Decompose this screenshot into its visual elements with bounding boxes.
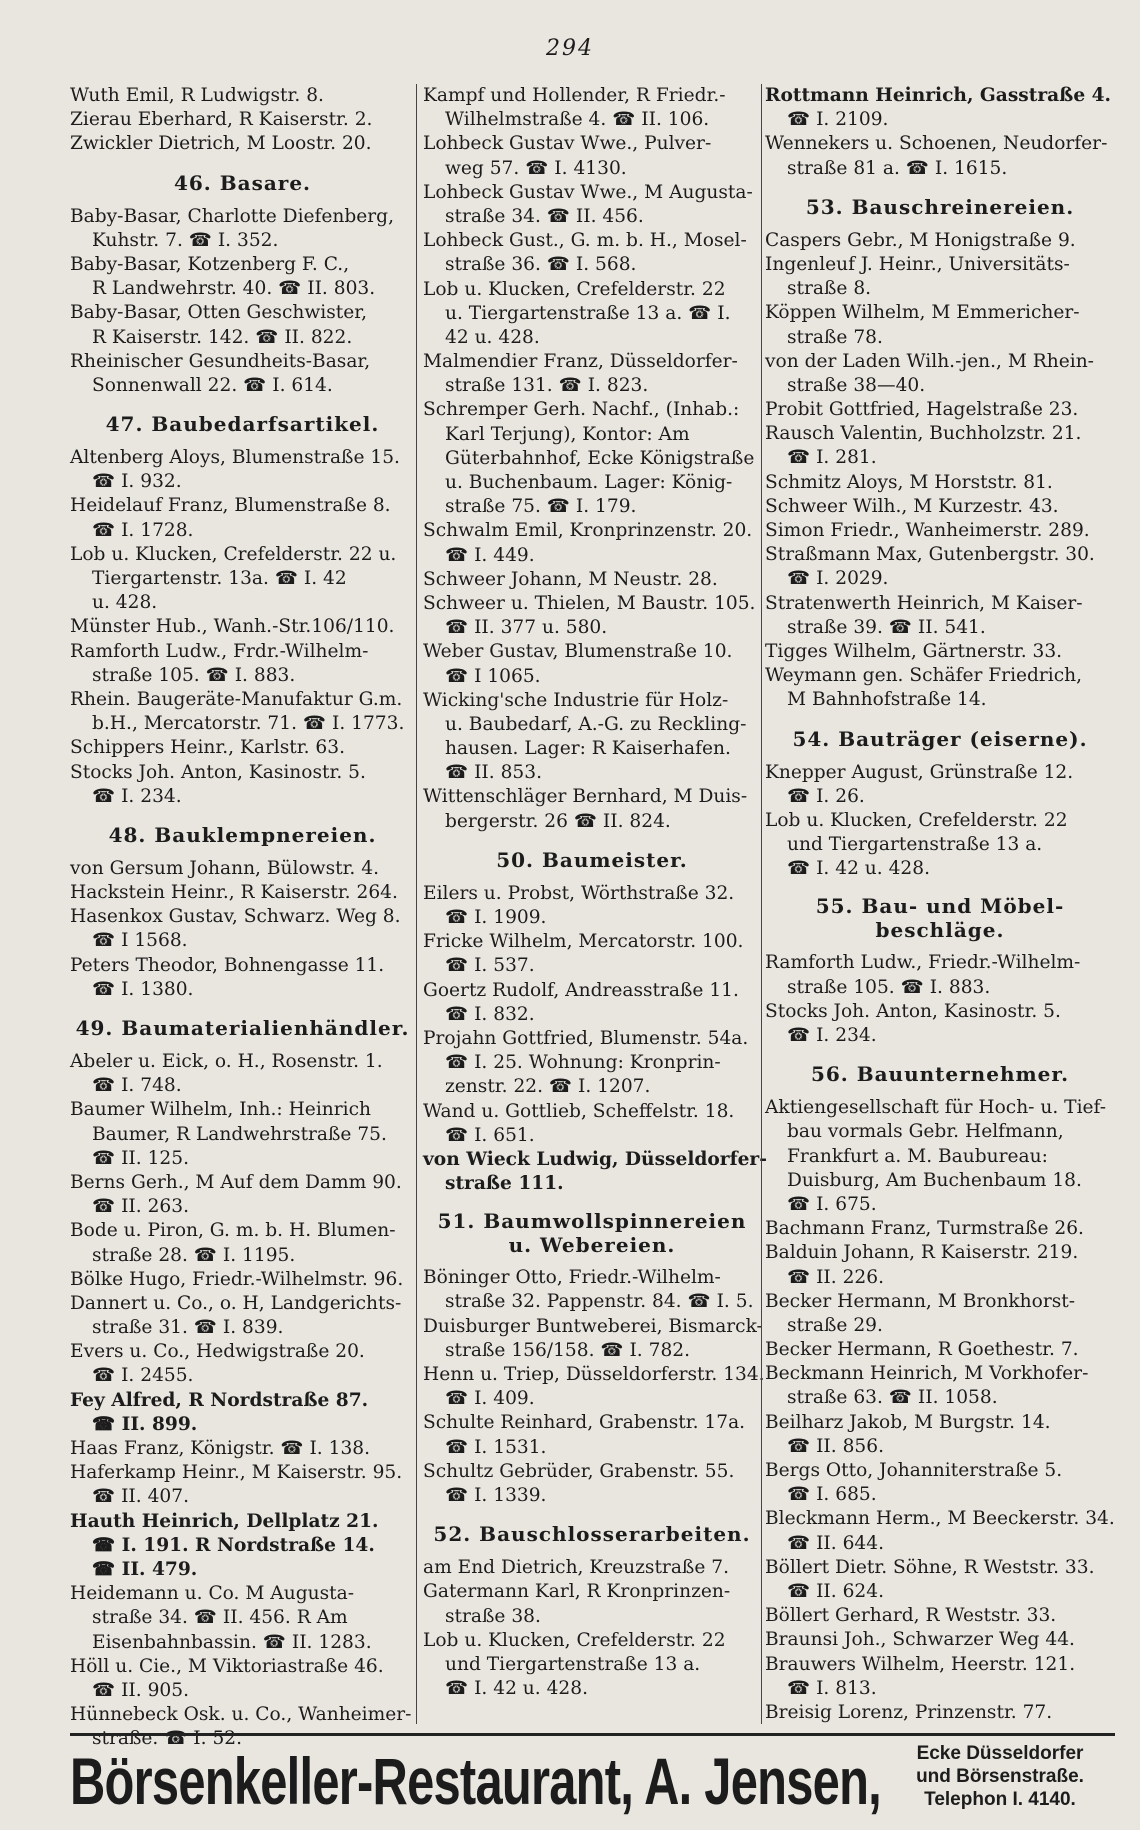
entry-continuation: Baumer, R Landwehrstraße 75. (92, 1123, 387, 1145)
entry-continuation: ☎ I. 1339. (445, 1484, 547, 1506)
entry-continuation: ☎ I. 281. (787, 447, 877, 469)
directory-entry: Haferkamp Heinr., M Kaiserstr. 95. (70, 1462, 403, 1484)
section-heading: 54. Bauträger (eiserne). (792, 726, 1088, 751)
directory-entry: Heidemann u. Co. M Augusta- (70, 1583, 354, 1605)
entry-continuation: ☎ I. 409. (445, 1388, 535, 1410)
directory-entry: Dannert u. Co., o. H, Landgerichts- (70, 1292, 402, 1314)
directory-entry: Breisig Lorenz, Prinzenstr. 77. (765, 1701, 1053, 1723)
directory-entry: Kampf und Hollender, R Friedr.- (423, 85, 726, 106)
directory-entry: Hackstein Heinr., R Kaiserstr. 264. (70, 882, 398, 904)
directory-entry: Schwalm Emil, Kronprinzenstr. 20. (423, 520, 753, 542)
entry-continuation: ☎ II. 226. (787, 1266, 884, 1288)
entry-continuation: straße 131. ☎ I. 823. (445, 375, 649, 397)
advertisement-phone: Telephon I. 4140. (924, 1789, 1076, 1810)
entry-continuation: ☎ I. 1531. (445, 1436, 547, 1458)
entry-continuation: u. Baubedarf, A.-G. zu Reckling- (445, 713, 747, 735)
directory-entry: Beckmann Heinrich, M Vorkhofer- (765, 1363, 1089, 1385)
entry-continuation: straße 31. ☎ I. 839. (92, 1317, 284, 1339)
directory-entry: Stocks Joh. Anton, Kasinostr. 5. (70, 761, 366, 783)
entry-continuation: straße 29. (787, 1314, 883, 1336)
entry-continuation: ☎ I. 25. Wohnung: Kronprin- (445, 1052, 721, 1074)
entry-continuation: ☎ I. 234. (787, 1025, 877, 1046)
entry-continuation: straße 34. ☎ II. 456. (445, 205, 644, 227)
directory-entry: Ramforth Ludw., Friedr.-Wilhelm- (765, 952, 1081, 974)
entry-continuation: u. 428. (92, 592, 158, 614)
entry-continuation: straße 34. ☎ II. 456. R Am (92, 1607, 348, 1629)
entry-continuation: ☎ I. 2455. (92, 1365, 194, 1387)
directory-entry: Wittenschläger Bernhard, M Duis- (423, 786, 748, 808)
entry-continuation: straße 28. ☎ I. 1195. (92, 1244, 296, 1266)
directory-entry: Fey Alfred, R Nordstraße 87. (70, 1389, 369, 1411)
page-number: 294 (546, 36, 594, 61)
entry-continuation: straße 105. ☎ I. 883. (92, 664, 296, 686)
section-heading: 51. Baumwollspinnereien u. Webereien. (437, 1209, 747, 1258)
entry-continuation: ☎ II. 856. (787, 1435, 884, 1457)
directory-entry: Fricke Wilhelm, Mercatorstr. 100. (423, 931, 744, 953)
directory-entry: Heidelauf Franz, Blumenstraße 8. (70, 495, 391, 517)
directory-entry: Schweer u. Thielen, M Baustr. 105. (423, 592, 756, 614)
directory-entry: Bachmann Franz, Turmstraße 26. (765, 1218, 1084, 1240)
directory-entry: Beilharz Jakob, M Burgstr. 14. (765, 1411, 1051, 1433)
entry-continuation: ☎ II. 899. (92, 1413, 198, 1435)
entry-continuation: und Tiergartenstraße 13 a. (445, 1653, 701, 1675)
directory-entry: Böllert Dietr. Söhne, R Weststr. 33. (765, 1556, 1095, 1578)
entry-continuation: Güterbahnhof, Ecke Königstraße (445, 447, 755, 469)
directory-entry: Duisburger Buntweberei, Bismarck- (423, 1315, 763, 1337)
directory-entry: Bleckmann Herm., M Beeckerstr. 34. (765, 1508, 1115, 1530)
directory-entry: Lob u. Klucken, Crefelderstr. 22 u. (70, 543, 397, 565)
entry-continuation: bau vormals Gebr. Helfmann, (787, 1121, 1064, 1143)
section-heading: 52. Bauschlosserarbeiten. (433, 1522, 751, 1547)
entry-continuation: bergerstr. 26 ☎ II. 824. (445, 810, 671, 832)
directory-entry: Abeler u. Eick, o. H., Rosenstr. 1. (70, 1051, 383, 1072)
directory-entry: Brauwers Wilhelm, Heerstr. 121. (765, 1653, 1076, 1675)
entry-continuation: 42 u. 428. (445, 326, 540, 348)
directory-entry: Simon Friedr., Wanheimerstr. 289. (765, 520, 1090, 541)
section-heading: 48. Bauklempnereien. (108, 822, 377, 847)
entry-continuation: ☎ I. 537. (445, 955, 535, 977)
section-heading: 56. Bauunternehmer. (810, 1062, 1070, 1087)
directory-entry: Eilers u. Probst, Wörthstraße 32. (423, 882, 735, 904)
directory-entry: Straßmann Max, Gutenbergstr. 30. (765, 544, 1095, 566)
directory-entry: Schippers Heinr., Karlstr. 63. (70, 737, 346, 759)
directory-entry: Bode u. Piron, G. m. b. H. Blumen- (70, 1220, 396, 1242)
directory-entry: Henn u. Triep, Düsseldorferstr. 134. (423, 1364, 765, 1385)
entry-continuation: ☎ I. 832. (445, 1003, 535, 1025)
advertisement-name: Börsenkeller-Restaurant, A. Jensen, (70, 1744, 882, 1818)
entry-continuation: ☎ II. 407. (92, 1486, 189, 1508)
advertisement-banner (70, 1733, 1115, 1818)
entry-continuation: straße 39. ☎ II. 541. (787, 616, 986, 638)
column-2 (423, 84, 767, 1724)
entry-continuation: straße 105. ☎ I. 883. (787, 976, 991, 998)
section-heading: 46. Basare. (173, 170, 312, 195)
section-heading: 49. Baumaterialienhändler. (75, 1016, 410, 1040)
entry-continuation: straße 75. ☎ I. 179. (445, 496, 637, 518)
entry-continuation: ☎ I. 26. (787, 785, 865, 807)
entry-continuation: ☎ I. 1380. (92, 978, 194, 1000)
entry-continuation: ☎ I. 685. (787, 1484, 877, 1506)
directory-entry: Becker Hermann, R Goethestr. 7. (765, 1339, 1079, 1361)
entry-continuation: ☎ I. 748. (92, 1075, 182, 1097)
directory-entry: Tigges Wilhelm, Gärtnerstr. 33. (765, 640, 1063, 662)
directory-entry: von der Laden Wilh.-jen., M Rhein- (765, 350, 1094, 372)
directory-entry: Baumer Wilhelm, Inh.: Heinrich (70, 1099, 371, 1121)
entry-continuation: Kuhstr. 7. ☎ I. 352. (92, 229, 279, 251)
entry-continuation: ☎ I. 2029. (787, 568, 889, 590)
entry-continuation: u. Buchenbaum. Lager: König- (445, 472, 733, 493)
directory-entry: Evers u. Co., Hedwigstraße 20. (70, 1341, 365, 1363)
entry-continuation: straße 38. (445, 1605, 541, 1627)
entry-continuation: Karl Terjung), Kontor: Am (445, 423, 690, 445)
directory-entry: Lob u. Klucken, Crefelderstr. 22 (423, 1629, 726, 1651)
entry-continuation: ☎ II. 263. (92, 1196, 189, 1218)
directory-entry: Gatermann Karl, R Kronprinzen- (423, 1581, 731, 1603)
directory-entry: Ramforth Ludw., Frdr.-Wilhelm- (70, 640, 369, 662)
directory-entry: Schulte Reinhard, Grabenstr. 17a. (423, 1412, 746, 1434)
entry-continuation: straße 81 a. ☎ I. 1615. (787, 157, 1008, 179)
directory-entry: Rottmann Heinrich, Gasstraße 4. (765, 85, 1112, 106)
section-heading: 53. Bauschreinereien. (805, 194, 1075, 219)
entry-continuation: ☎ II. 905. (92, 1679, 189, 1701)
directory-entry: Baby-Basar, Charlotte Diefenberg, (70, 205, 394, 227)
entry-continuation: ☎ I. 42 u. 428. (445, 1678, 589, 1700)
directory-entry: Wennekers u. Schoenen, Neudorfer- (765, 133, 1108, 155)
directory-entry: Stocks Joh. Anton, Kasinostr. 5. (765, 1000, 1061, 1022)
entry-continuation: Duisburg, Am Buchenbaum 18. (787, 1169, 1082, 1191)
entry-continuation: ☎ I 1065. (445, 665, 541, 687)
directory-entry: Schweer Wilh., M Kurzestr. 43. (765, 495, 1059, 517)
entry-continuation: straße 8. (787, 278, 872, 300)
entry-continuation: ☎ I. 813. (787, 1677, 877, 1699)
advertisement-address-line: Ecke Düsseldorfer (916, 1743, 1084, 1764)
entry-continuation: ☎ I. 234. (92, 785, 182, 807)
entry-continuation: ☎ II. 377 u. 580. (445, 617, 608, 639)
entry-continuation: straße 111. (445, 1173, 564, 1195)
entry-continuation: Tiergartenstr. 13a. ☎ I. 42 (92, 568, 347, 589)
directory-entry: Rausch Valentin, Buchholzstr. 21. (765, 423, 1082, 445)
entry-continuation: straße 38—40. (787, 374, 926, 396)
directory-entry: Altenberg Aloys, Blumenstraße 15. (70, 447, 400, 469)
directory-entry: am End Dietrich, Kreuzstraße 7. (423, 1557, 729, 1579)
directory-entry: Weber Gustav, Blumenstraße 10. (423, 641, 733, 663)
entry-continuation: ☎ I. 191. R Nordstraße 14. (92, 1534, 375, 1556)
directory-entry: Projahn Gottfried, Blumenstr. 54a. (423, 1027, 749, 1049)
entry-continuation: ☎ II. 125. (92, 1147, 189, 1169)
directory-entry: Rheinischer Gesundheits-Basar, (70, 350, 371, 372)
entry-continuation: straße 32. Pappenstr. 84. ☎ I. 5. (445, 1291, 754, 1313)
entry-continuation: ☎ I. 932. (92, 471, 182, 493)
directory-entry: Schmitz Aloys, M Horststr. 81. (765, 471, 1053, 493)
column-divider (761, 84, 762, 1724)
directory-entry: Hasenkox Gustav, Schwarz. Weg 8. (70, 906, 401, 928)
entry-continuation: ☎ I. 449. (445, 544, 535, 566)
directory-entry: Haas Franz, Königstr. ☎ I. 138. (70, 1438, 371, 1459)
advertisement-address (885, 1742, 1115, 1811)
directory-entry: Weymann gen. Schäfer Friedrich, (765, 665, 1083, 687)
directory-entry: Becker Hermann, M Bronkhorst- (765, 1290, 1076, 1312)
directory-entry: Münster Hub., Wanh.-Str.106/110. (70, 616, 395, 638)
directory-entry: Wicking'sche Industrie für Holz- (423, 689, 729, 711)
section-heading: 55. Bau- und Möbel- beschläge. (815, 894, 1065, 943)
directory-entry: Lohbeck Gust., G. m. b. H., Mosel- (423, 230, 747, 252)
entry-continuation: ☎ I. 1728. (92, 519, 194, 541)
directory-entry: Stratenwerth Heinrich, M Kaiser- (765, 592, 1083, 614)
directory-entry: Lohbeck Gustav Wwe., Pulver- (423, 133, 712, 155)
entry-continuation: ☎ I 1568. (92, 930, 188, 952)
entry-continuation: ☎ II. 644. (787, 1532, 884, 1554)
directory-entry: Rhein. Baugeräte-Manufaktur G.m. (70, 688, 403, 710)
directory-entry: Goertz Rudolf, Andreasstraße 11. (423, 979, 739, 1001)
advertisement-address-line: und Börsenstraße. (916, 1766, 1084, 1787)
directory-entry: Bölke Hugo, Friedr.-Wilhelmstr. 96. (70, 1268, 404, 1290)
directory-entry: Lohbeck Gustav Wwe., M Augusta- (423, 181, 753, 203)
directory-entry: Zwickler Dietrich, M Loostr. 20. (70, 133, 372, 155)
entry-continuation: ☎ I. 1909. (445, 907, 547, 928)
directory-entry: Berns Gerh., M Auf dem Damm 90. (70, 1171, 402, 1193)
directory-entry: Probit Gottfried, Hagelstraße 23. (765, 399, 1079, 421)
entry-continuation: ☎ I. 675. (787, 1193, 877, 1215)
entry-continuation: straße 36. ☎ I. 568. (445, 254, 637, 276)
entry-continuation: weg 57. ☎ I. 4130. (445, 157, 627, 179)
entry-continuation: straße. ☎ I. 52. (92, 1728, 243, 1750)
entry-continuation: R Kaiserstr. 142. ☎ II. 822. (92, 326, 353, 348)
directory-entry: Malmendier Franz, Düsseldorfer- (423, 351, 738, 373)
entry-continuation: straße 78. (787, 326, 883, 348)
entry-continuation: ☎ I. 651. (445, 1124, 535, 1146)
directory-entry: Braunsi Joh., Schwarzer Weg 44. (765, 1629, 1075, 1651)
entry-continuation: ☎ II. 853. (445, 762, 542, 784)
directory-entry: Peters Theodor, Bohnengasse 11. (70, 954, 385, 976)
directory-entry: Bergs Otto, Johanniterstraße 5. (765, 1460, 1063, 1481)
entry-continuation: ☎ II. 479. (92, 1558, 198, 1580)
directory-entry: Baby-Basar, Kotzenberg F. C., (70, 253, 350, 275)
directory-entry: Böllert Gerhard, R Weststr. 33. (765, 1605, 1057, 1627)
directory-entry: Wuth Emil, R Ludwigstr. 8. (70, 85, 324, 106)
entry-continuation: straße 63. ☎ II. 1058. (787, 1387, 998, 1409)
column-1 (70, 84, 415, 1750)
entry-continuation: hausen. Lager: R Kaiserhafen. (445, 738, 731, 760)
directory-entry: Caspers Gebr., M Honigstraße 9. (765, 229, 1076, 251)
entry-continuation: ☎ I. 2109. (787, 109, 889, 131)
entry-continuation: Eisenbahnbassin. ☎ II. 1283. (92, 1631, 372, 1653)
directory-entry: Wand u. Gottlieb, Scheffelstr. 18. (423, 1100, 735, 1122)
directory-entry: Baby-Basar, Otten Geschwister, (70, 302, 367, 324)
directory-entry: Schremper Gerh. Nachf., (Inhab.: (423, 399, 740, 421)
entry-continuation: zenstr. 22. ☎ I. 1207. (445, 1076, 651, 1098)
directory-entry: Hauth Heinrich, Dellplatz 21. (70, 1510, 379, 1532)
directory-entry: Knepper August, Grünstraße 12. (765, 761, 1074, 783)
entry-continuation: ☎ II. 624. (787, 1580, 884, 1602)
directory-entry: Lob u. Klucken, Crefelderstr. 22 (765, 809, 1068, 831)
entry-continuation: Frankfurt a. M. Baubureau: (787, 1145, 1048, 1167)
entry-continuation: ☎ I. 42 u. 428. (787, 858, 931, 880)
directory-entry: Zierau Eberhard, R Kaiserstr. 2. (70, 109, 373, 131)
entry-continuation: b.H., Mercatorstr. 71. ☎ I. 1773. (92, 713, 405, 735)
directory-entry: von Gersum Johann, Bülowstr. 4. (70, 857, 379, 879)
column-divider (416, 84, 417, 1724)
entry-continuation: straße 156/158. ☎ I. 782. (445, 1339, 691, 1361)
entry-continuation: R Landwehrstr. 40. ☎ II. 803. (92, 278, 376, 300)
directory-entry: Schultz Gebrüder, Grabenstr. 55. (423, 1460, 735, 1482)
directory-entry: Köppen Wilhelm, M Emmericher- (765, 302, 1080, 324)
directory-entry: Böninger Otto, Friedr.-Wilhelm- (423, 1267, 721, 1289)
column-3 (765, 84, 1115, 1724)
directory-entry: von Wieck Ludwig, Düsseldorfer- (423, 1148, 767, 1170)
directory-entry: Hünnebeck Osk. u. Co., Wanheimer- (70, 1704, 412, 1726)
section-heading: 47. Baubedarfsartikel. (105, 412, 380, 437)
entry-continuation: Wilhelmstraße 4. ☎ II. 106. (445, 109, 710, 131)
directory-entry: Schweer Johann, M Neustr. 28. (423, 568, 718, 590)
entry-continuation: M Bahnhofstraße 14. (787, 689, 987, 711)
directory-entry: Aktiengesellschaft für Hoch- u. Tief- (765, 1097, 1107, 1119)
directory-entry: Balduin Johann, R Kaiserstr. 219. (765, 1242, 1079, 1264)
entry-continuation: u. Tiergartenstraße 13 a. ☎ I. (445, 302, 731, 324)
section-heading: 50. Baumeister. (496, 847, 688, 872)
entry-continuation: und Tiergartenstraße 13 a. (787, 834, 1043, 856)
directory-entry: Ingenleuf J. Heinr., Universitäts- (765, 253, 1070, 275)
entry-continuation: Sonnenwall 22. ☎ I. 614. (92, 374, 333, 396)
directory-entry: Höll u. Cie., M Viktoriastraße 46. (70, 1655, 384, 1677)
directory-entry: Lob u. Klucken, Crefelderstr. 22 (423, 278, 726, 300)
